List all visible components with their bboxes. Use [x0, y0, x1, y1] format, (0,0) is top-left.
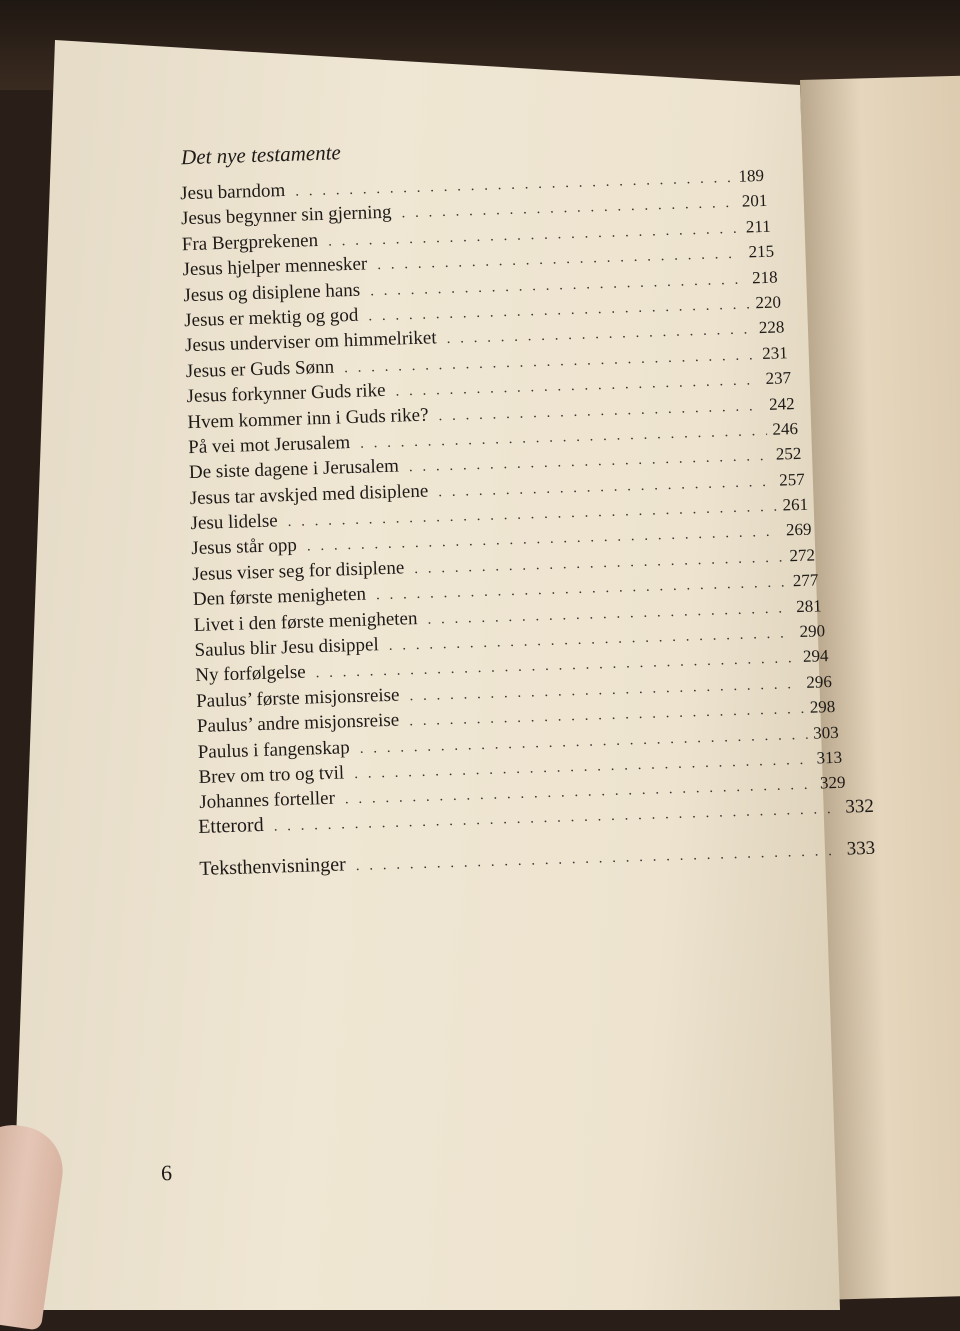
toc-entry-title: Jesus står opp [191, 535, 298, 560]
toc-entry-title: Jesus og disiplene hans [183, 279, 361, 306]
toc-extra-teksthenvisninger [199, 836, 875, 883]
toc-entry-page: 277 [792, 570, 819, 591]
toc-entry-page: 261 [782, 494, 809, 515]
toc-entry-title: Jesus forkynner Guds rike [186, 380, 386, 408]
toc-entry-title: Paulus’ første misjonsreise [195, 684, 400, 712]
toc-entry-title: Jesus er mektig og god [183, 304, 359, 332]
toc-list [179, 163, 846, 816]
page-number: 6 [160, 1160, 173, 1186]
toc-entry-page: 313 [816, 747, 843, 768]
toc-entry-title: Jesus viser seg for disiplene [191, 557, 405, 585]
toc-entry-title: Saulus blir Jesu disippel [194, 634, 380, 662]
toc-entry-page: 215 [748, 241, 775, 262]
toc-entry-page: 189 [738, 165, 765, 186]
toc-entry-title: Johannes forteller [199, 788, 336, 814]
toc-entry-title: Jesus hjelper mennesker [182, 253, 368, 281]
toc-entry-page: 211 [745, 216, 772, 237]
toc-entry-page: 281 [795, 595, 822, 616]
toc-entry-title: Livet i den første menigheten [193, 607, 418, 636]
toc-entry-title: Ny forfølgelse [195, 661, 306, 687]
toc-entry-title: Teksthenvisninger [199, 853, 347, 880]
toc-entry-title: Paulus i fangenskap [197, 736, 351, 763]
toc-entry-title: Den første menigheten [192, 583, 367, 611]
toc-entry-page: 246 [772, 418, 799, 439]
toc-entry-title: De siste dagene i Jerusalem [188, 455, 400, 484]
toc-entry-page: 242 [768, 393, 795, 414]
toc-entry-title: Jesu barndom [179, 179, 286, 205]
toc-entry-page: 201 [741, 191, 768, 212]
toc-entry-title: Hvem kommer inn i Guds rike? [187, 404, 429, 433]
toc-entry-title: På vei mot Jerusalem [187, 431, 351, 459]
toc-entry-title: Fra Bergprekenen [181, 229, 319, 256]
toc-entry-page: 290 [799, 621, 826, 642]
toc-entry-title: Jesus tar avskjed med disiplene [189, 480, 429, 509]
toc-entry-title: Paulus’ andre misjonsreise [196, 709, 400, 738]
toc-entry-title: Jesu lidelse [190, 510, 278, 535]
toc-entry-page: 228 [758, 317, 785, 338]
toc-entry-page: 220 [755, 292, 782, 313]
toc-entry-page: 303 [812, 722, 839, 743]
section-title: Det nye testamente [180, 140, 342, 170]
toc-entry-page: 332 [844, 795, 875, 818]
toc-entry-title: Brev om tro og tvil [198, 762, 345, 788]
toc-entry-page: 329 [819, 773, 846, 793]
toc-entry-page: 272 [789, 545, 816, 566]
toc-entry-page: 231 [761, 343, 789, 363]
toc-entry-page: 237 [765, 368, 792, 389]
toc-entry-page: 257 [778, 469, 805, 490]
toc-entry-title: Jesus er Guds Sønn [185, 356, 335, 382]
toc-entry-page: 269 [785, 520, 812, 540]
toc-entry-page: 252 [775, 444, 802, 464]
toc-entry-title: Etterord [197, 813, 264, 839]
toc-entry-page: 298 [809, 697, 836, 717]
toc-entry-page: 296 [806, 671, 833, 692]
toc-entry [199, 836, 875, 883]
toc-entry-page: 218 [751, 267, 778, 287]
toc-entry-page: 333 [846, 837, 876, 860]
toc-entry-title: Jesus underviser om himmelriket [184, 327, 437, 357]
toc-entry-title: Jesus begynner sin gjerning [180, 202, 392, 230]
toc-leader-dots [355, 839, 841, 879]
toc-entry-page: 294 [802, 646, 829, 667]
